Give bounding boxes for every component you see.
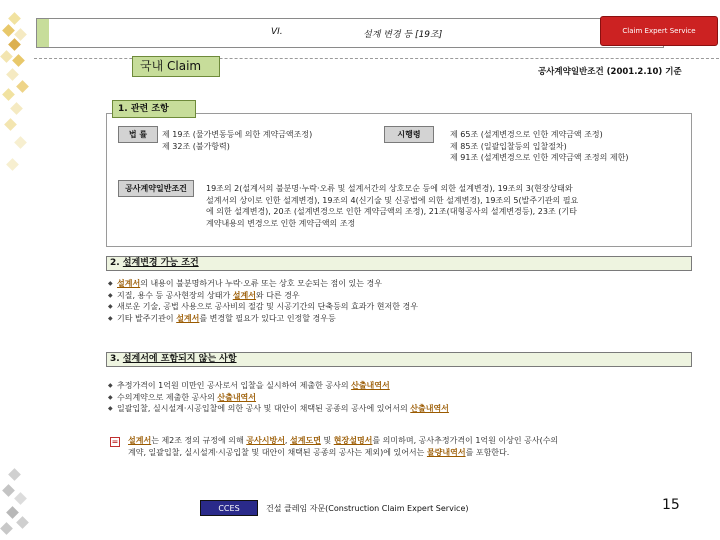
general-line: 19조의 2(설계서의 불분명·누락·오류 및 설계서간의 상호모순 등에 의한 설계변경), 19조의 3(현장상태와 [206, 184, 573, 193]
note-text [128, 435, 688, 459]
section2-title [107, 257, 691, 270]
note-line-1: 설계서는 제2조 정의 규정에 의해 공사시방서, 설계도면 및 현장설명서를 의미하며, 공사추정가격이 1억원 이상인 공사(수의 [128, 436, 559, 445]
section2-number: 2. [110, 258, 120, 268]
section3-header [106, 352, 692, 367]
list-item: ◆ 일괄입찰, 실시설계·시공입찰에 의한 공사 및 대안이 채택된 공종의 공사에 있어서의 산출내역서 [108, 403, 688, 415]
section3-title [107, 353, 691, 366]
claim-tab: 국내 Claim [132, 56, 220, 77]
list-item: ◆ 기타 발주기관이 설계서를 변경할 필요가 있다고 인정할 경우등 [108, 313, 688, 325]
law-tag: 법 률 [118, 126, 158, 143]
section2-list [108, 278, 688, 324]
section2-header [106, 256, 692, 271]
decree-line: 제 65조 (설계변경으로 인한 계약금액 조정) [450, 130, 603, 139]
law-line: 제 19조 (물가변동등에 의한 계약금액조정) [162, 130, 313, 139]
section3-number: 3. [110, 354, 120, 364]
general-line: 설계서의 상이로 인한 설계변경), 19조의 4(신기술 및 신공법에 의한 설계변경), 19조의 5(발주기관의 필요 [206, 195, 579, 205]
general-conditions-tag: 공사계약일반조건 [118, 180, 194, 197]
chapter-number: VI. [271, 27, 283, 37]
decorative-diamond-strip [0, 0, 34, 540]
footer-text: 건설 클레임 자문(Construction Claim Expert Service) [266, 504, 469, 513]
list-item: ◆ 지질, 용수 등 공사현장의 상태가 설계서와 다른 경우 [108, 290, 688, 302]
list-item: ◆ 새로운 기술, 공법 사용으로 공사비의 절감 및 시공기간의 단축등의 효과가 현저한 경우 [108, 301, 688, 313]
title-bar-accent [37, 19, 49, 47]
footer-logo: CCES [200, 500, 258, 516]
decree-line: 제 91조 (설계변경으로 인한 계약금액 조정의 제한) [450, 153, 629, 162]
section2-title-text: 설계변경 가능 조건 [122, 258, 199, 268]
law-articles [162, 129, 312, 152]
general-conditions-articles [206, 183, 684, 229]
general-line: 계약내용의 변경으로 인한 계약금액의 조정 [206, 218, 356, 228]
section3-title-text: 설계서에 포함되지 않는 사항 [122, 354, 237, 364]
decree-articles [450, 129, 629, 164]
decree-line: 제 85조 (일괄입찰등의 입찰절차) [450, 141, 567, 151]
general-line: 에 의한 설계변경), 20조 (설계변경으로 인한 계약금액의 조정), 21조(대형공사의 설계변경등), 23조 (기타 [206, 207, 577, 216]
title-bar [36, 18, 664, 48]
section3-list [108, 380, 688, 415]
list-item: ◆ 수의계약으로 제출한 공사의 산출내역서 [108, 392, 688, 404]
section1-title: 1. 관련 조항 [112, 100, 196, 118]
decree-tag: 시행령 [384, 126, 434, 143]
list-item: ◆ 추정가격이 1억원 미만인 공사로서 입찰을 실시하여 제출한 공사의 산출내역서 [108, 380, 688, 392]
law-line: 제 32조 (불가항력) [162, 141, 230, 151]
page-title: 설계 변경 등 [19조] [363, 30, 443, 40]
page-number: 15 [662, 497, 680, 513]
note-line-2: 계약, 일괄입찰, 실시설계·시공입찰 및 대안이 채택된 공종의 공사는 제외)에 있어서는 물량내역서를 포함한다. [128, 448, 510, 457]
list-item: ◆ 설계서의 내용이 불분명하거나 누락·오류 또는 상호 모순되는 점이 있는 경우 [108, 278, 688, 290]
brand-badge: Claim Expert Service [600, 16, 718, 46]
note-icon: = [111, 437, 119, 446]
reference-basis: 공사계약일반조건 (2001.2.10) 기준 [538, 67, 682, 77]
